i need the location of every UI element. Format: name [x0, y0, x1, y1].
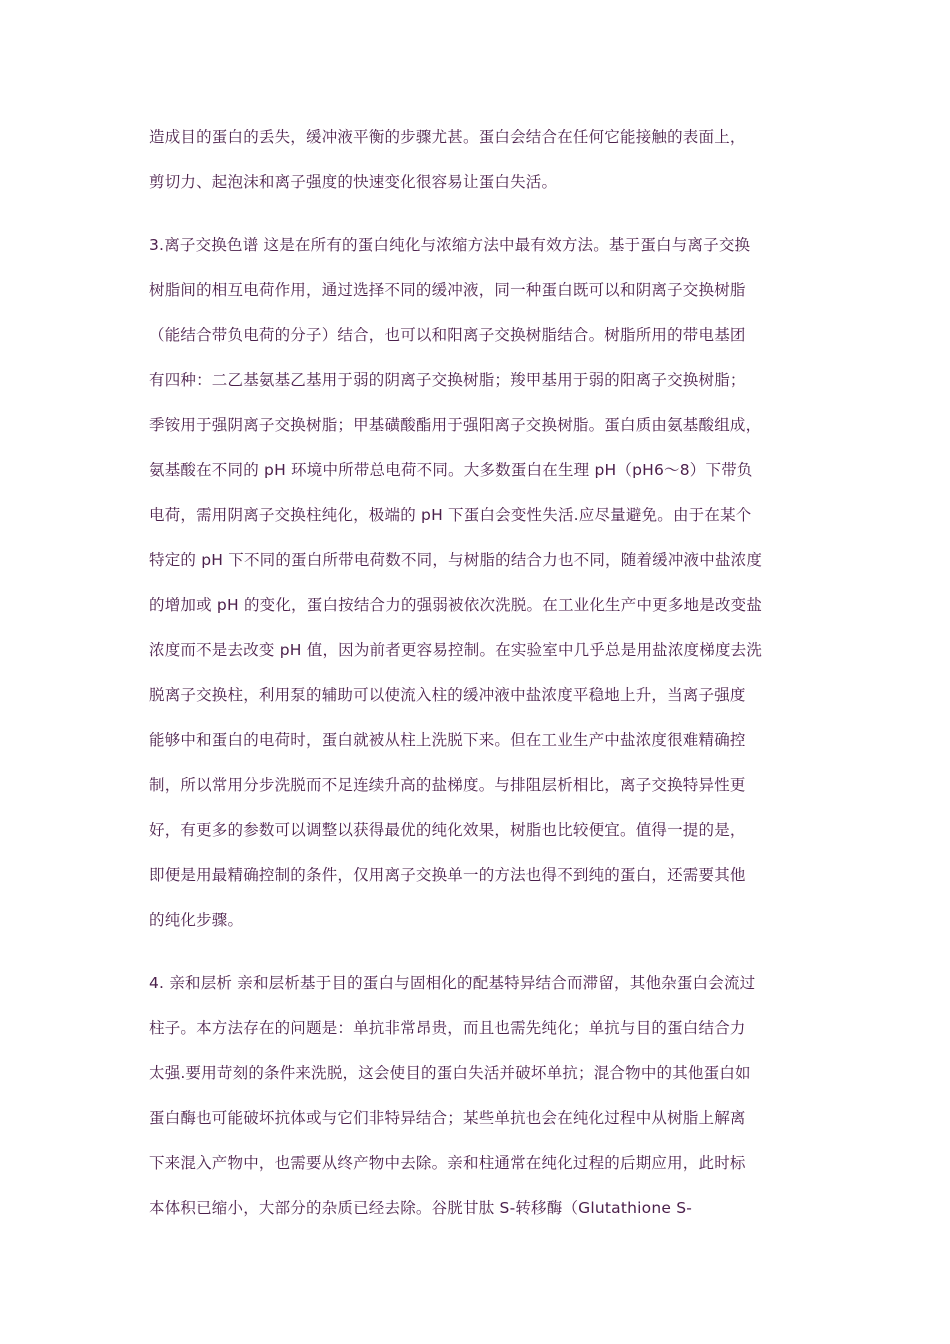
text-line: 季铵用于强阴离子交换树脂；甲基磺酸酯用于强阳离子交换树脂。蛋白质由氨基酸组成，	[149, 416, 762, 434]
text-line: 蛋白酶也可能破坏抗体或与它们非特异结合；某些单抗也会在纯化过程中从树脂上解离	[149, 1109, 746, 1127]
text-line: 氨基酸在不同的 pH 环境中所带总电荷不同。大多数蛋白在生理 pH（pH6～8）下带负	[149, 461, 753, 479]
text-line: 浓度而不是去改变 pH 值，因为前者更容易控制。在实验室中几乎总是用盐浓度梯度去洗	[149, 641, 763, 659]
text-line: 制，所以常用分步洗脱而不足连续升高的盐梯度。与排阻层析相比，离子交换特异性更	[149, 776, 746, 794]
text-line: 即便是用最精确控制的条件，仅用离子交换单一的方法也得不到纯的蛋白，还需要其他	[149, 866, 746, 884]
text-line: 柱子。本方法存在的问题是：单抗非常昂贵，而且也需先纯化；单抗与目的蛋白结合力	[149, 1019, 746, 1037]
text-line: 造成目的蛋白的丢失，缓冲液平衡的步骤尤甚。蛋白会结合在任何它能接触的表面上，	[149, 128, 746, 146]
text-line: 太强.要用苛刻的条件来洗脱，这会使目的蛋白失活并破坏单抗；混合物中的其他蛋白如	[149, 1064, 751, 1082]
text-line: 好，有更多的参数可以调整以获得最优的纯化效果，树脂也比较便宜。值得一提的是，	[149, 821, 746, 839]
text-line: 树脂间的相互电荷作用，通过选择不同的缓冲液，同一种蛋白既可以和阴离子交换树脂	[149, 281, 746, 299]
text-line: 有四种：二乙基氨基乙基用于弱的阴离子交换树脂；羧甲基用于弱的阳离子交换树脂；	[149, 371, 746, 389]
text-line: 的纯化步骤。	[149, 911, 244, 929]
text-line: 脱离子交换柱，利用泵的辅助可以使流入柱的缓冲液中盐浓度平稳地上升，当离子强度	[149, 686, 746, 704]
text-line: 4. 亲和层析 亲和层析基于目的蛋白与固相化的配基特异结合而滞留，其他杂蛋白会流过	[149, 974, 756, 992]
text-line: 本体积已缩小，大部分的杂质已经去除。谷胱甘肽 S-转移酶（Glutathione S-	[149, 1199, 693, 1217]
text-line: 剪切力、起泡沫和离子强度的快速变化很容易让蛋白失活。	[149, 173, 558, 191]
text-line: 下来混入产物中，也需要从终产物中去除。亲和柱通常在纯化过程的后期应用，此时标	[149, 1154, 746, 1172]
text-line: 的增加或 pH 的变化，蛋白按结合力的强弱被依次洗脱。在工业化生产中更多地是改变盐	[149, 596, 763, 614]
text-line: （能结合带负电荷的分子）结合，也可以和阳离子交换树脂结合。树脂所用的带电基团	[149, 326, 746, 344]
text-line: 能够中和蛋白的电荷时，蛋白就被从柱上洗脱下来。但在工业生产中盐浓度很难精确控	[149, 731, 746, 749]
text-line: 特定的 pH 下不同的蛋白所带电荷数不同，与树脂的结合力也不同，随着缓冲液中盐浓度	[149, 551, 763, 569]
text-line: 电荷，需用阴离子交换柱纯化，极端的 pH 下蛋白会变性失活.应尽量避免。由于在某个	[149, 506, 752, 524]
text-line: 3.离子交换色谱 这是在所有的蛋白纯化与浓缩方法中最有效方法。基于蛋白与离子交换	[149, 236, 751, 254]
